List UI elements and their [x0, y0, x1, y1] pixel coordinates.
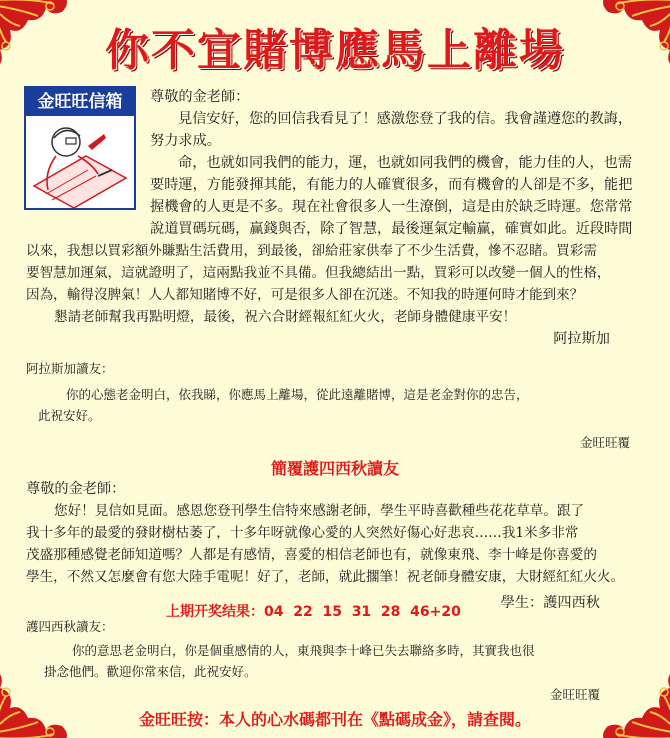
- reply-line: 掛念他們。歡迎你常來信，此祝安好。: [44, 664, 257, 679]
- section-subhead: 簡覆護四西秋讀友: [270, 459, 399, 478]
- letter-signature: 學生：護四西秋: [500, 595, 600, 611]
- reply-line: 你的意思老金明白，你是個重感情的人，東飛與李十峰已失去聯絡多時，其實我也很: [72, 643, 535, 658]
- column-badge: [24, 86, 136, 210]
- lottery-numbers: 04 22 15 31 28 46+20: [264, 604, 461, 620]
- reply-1-signature: [580, 432, 630, 453]
- reply-signature: 金旺旺覆: [579, 435, 630, 450]
- lottery-result: [166, 601, 461, 621]
- letter-line: 努力求成。: [150, 133, 221, 149]
- lottery-label: 上期开奖结果：: [166, 604, 264, 620]
- reply-1: [26, 358, 114, 379]
- letter-line: 見信安好，您的回信我看見了！感激您登了我的信。我會謹遵您的教誨，: [178, 111, 633, 127]
- letter-line: 懇請老師幫我再點明燈，最後，祝六合財經報紅紅火火，老師身體健康平安！: [54, 309, 517, 325]
- letter-1: [150, 86, 249, 108]
- letter-line: 以來，我想以買彩額外賺點生活費用，到最後，卻給莊家供奉了不少生活費，慘不忍睹。買彩需: [26, 243, 597, 259]
- reply-line: 此祝安好。: [38, 408, 101, 423]
- letter-line: 茂盛那種感覺老師知道嗎？人都是有感情，喜愛的相信老師也有，就像東飛、李十峰是你喜愛的: [26, 547, 597, 563]
- letter-line: 命，也就如同我們的能力，運，也就如同我們的機會，能力佳的人，也需: [178, 155, 633, 171]
- letter-2-signature: [501, 592, 600, 614]
- writer-illustration-icon: [26, 116, 134, 208]
- letter-salutation: 尊敬的金老師：: [150, 89, 250, 105]
- letter-line: 握機會的人更是不多。現在社會很多人一生潦倒，這是由於缺乏時運。您常常: [150, 199, 633, 215]
- reply-salutation: 阿拉斯加讀友：: [26, 361, 114, 376]
- reply-line: 你的心態老金明白，依我睇，你應馬上離場，從此遠離賭博，這是老金對你的忠告，: [66, 387, 529, 402]
- letter-line: 要時運，方能發揮其能，有能力的人確實很多，而有機會的人卻是不多，能把: [150, 177, 633, 193]
- reply-salutation: 護四西秋讀友：: [26, 619, 114, 634]
- letter-2: [26, 478, 125, 500]
- letter-line: 要智慧加運氣，這就證明了，這兩點我並不具備。但我總結出一點，買彩可以改變一個人的性格，: [26, 265, 611, 281]
- reply-signature: 金旺旺覆: [549, 687, 600, 702]
- letter-salutation: 尊敬的金老師：: [26, 481, 126, 497]
- reply-2-body: [44, 640, 535, 682]
- letter-1-body-bottom: [26, 240, 611, 328]
- reply-1-body: [38, 384, 529, 426]
- letter-line: 您好！見信如見面。感恩您登刊學生信特來感謝老師，學生平時喜歡種些花花草草。跟了: [54, 503, 585, 519]
- badge-label: 金旺旺信箱: [26, 88, 134, 116]
- letter-line: 我十多年的最愛的發財樹枯萎了，十多年呀就像心愛的人突然好傷心好悲哀……我1米多非常: [26, 525, 579, 541]
- letter-line: 學生，不然又怎麼會有您大陸手電呢！好了，老師，就此擱筆！祝老師身體安康，大財經紅紅火火。: [26, 569, 625, 585]
- letter-1-body-top: [150, 108, 632, 240]
- reply-2: [26, 616, 114, 637]
- footer-note: 金旺旺按：本人的心水碼都刊在《點碼成金》，請查閱。: [138, 710, 531, 729]
- letter-1-signature: [553, 328, 610, 350]
- reply-2-signature: [550, 684, 600, 705]
- letter-line: 說道買碼玩碼，赢錢與否，除了智慧，最後運氣定輸赢，確實如此。近段時間: [150, 221, 633, 237]
- page-title: 你不宜賭博應馬上離場: [105, 25, 565, 76]
- letter-signature: 阿拉斯加: [553, 331, 610, 347]
- letter-line: 因為，輸得沒脾氣！人人都知賭博不好，可是很多人卻在沉迷。不知我的時運何時才能到來？: [26, 287, 584, 303]
- letter-2-body: [26, 500, 624, 588]
